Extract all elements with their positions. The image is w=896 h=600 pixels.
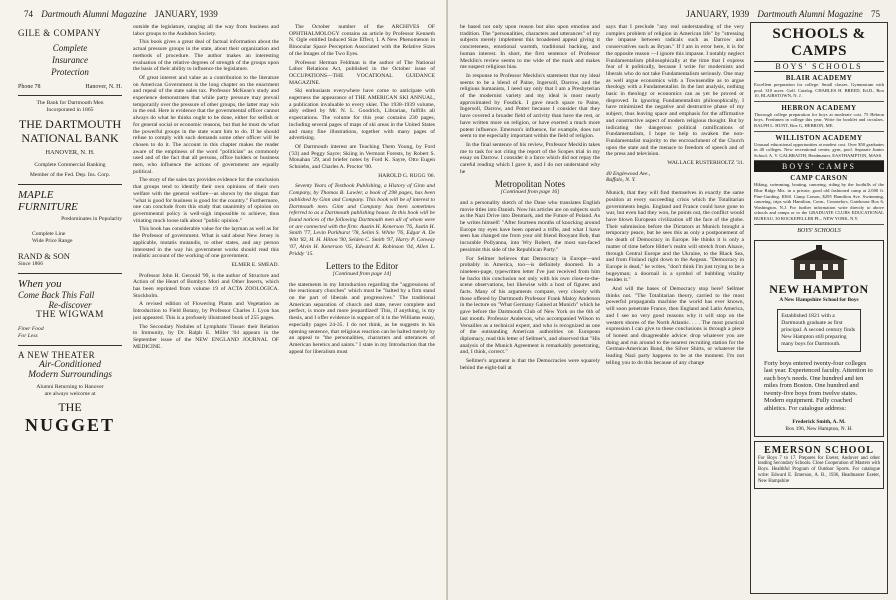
ad-bank-inc: Incorporated in 1865: [46, 107, 94, 113]
paragraph: the statements in my Introduction regarding the "aggressions of the reactionary churches" which must be "halted by a firm stand on the part of liberals and progressives." The traditional American separation of church and state, never complete and perfect, is more and more jeopardized! This, if anything, is my thesis, and I offer evidence in support of it in the Williams essay, especially pages 24-35. I do not think, as he suggests in his opening sentence, that religious reaction can be halted merely by an appeal to "the personalities, characters and utterances of American heretics and saints." I state in my Introduction that the appeal for liberalism must: [289, 281, 435, 355]
boys-camps-bar: BOYS' CAMPS: [754, 161, 884, 172]
ad-carson-name: CAMP CARSON: [790, 174, 848, 183]
paragraph: outside the legislature, ranging all the way from business and labor groups to the Audubon Society.: [133, 24, 279, 37]
ad-nugget-line1: Air-Conditioned: [38, 360, 102, 370]
school-building-icon: [784, 245, 854, 281]
ad-maple-line2: Complete Line: [32, 231, 66, 237]
ad-nh-contact2: Box 196, New Hampton, N. H.: [785, 425, 853, 432]
ad-nh-sub: A New Hampshire School for Boys: [779, 296, 859, 303]
ad-carson-text: Hiking, swimming, boating, canoeing, riding by the foothills of the Blue Ridge Mts. in a private, good old fashioned camp at 2,000 ft. Pine-Guiding. $360. Camp Carson, $295 Hamilton Ave. Swimming, canoeing, trips with Hamilton, Conn., Counselors, Gatehouse Box 6, Washington, N.J. For further information write directly to above schools and camps or to the GRADUATE CLUBS EDUCATIONAL BUREAU, 30 ROCKEFELLER PL., NEW YORK, N.Y.: [754, 182, 884, 221]
paragraph: This book gives a great deal of factual information about the actual pressure groups in the state, about their organization and methods of procedure. The author makes an interesting evaluation of the relative degrees of strength of the groups upon the basis of their ability to influence the legislature.: [133, 39, 279, 73]
ad-emerson-text: For Boys 7 to 17. Prepares for Exeter, Andover and other leading Secondary Schools. Close Cooperation of Masters with Boys. Healthful Program of Outdoor Sports. For catalogue write: Edward E. Emerson, A. B., 1936, Headmaster Exeter, New Hampshire: [758, 455, 880, 484]
ad-rand-name: RAND & SON: [18, 251, 70, 261]
left-text-column-3: [289, 24, 435, 590]
signature: WALLACE RUSTERHOLTZ '31.: [667, 160, 744, 167]
ad-nugget-line4: are always welcome at: [44, 391, 96, 397]
ad-nugget-line2: Modern Surroundings: [28, 370, 112, 380]
ad-blair-text: Excellent preparation for college. Small classes. Gymnasium with pool. 310 acres. Golf. Catalog. CHARLES H. BREED, Ed.D., Box 10, BLAIRSTOWN, N. J.: [754, 82, 884, 99]
left-text-column-2: [133, 24, 279, 590]
ad-nugget-line3: Alumni Returning to Hanover: [36, 384, 104, 390]
schools-title: SCHOOLS & CAMPS: [772, 26, 866, 59]
ad-hebron-text: Thorough college preparation for boys at moderate cost. 75 Hebron boys. Freshmen in college this year. Write for booklet and circulars. RALPH L. HUNT, Box G, HEBRON, ME.: [754, 111, 884, 128]
ad-maple: [18, 185, 122, 274]
issue-date: JANUARY, 1939: [686, 9, 750, 19]
ad-maple-title2: FURNITURE: [18, 201, 78, 213]
ad-bank-top: The Bank for Dartmouth Men: [36, 100, 104, 106]
ad-nh-name: NEW HAMPTON: [769, 281, 869, 296]
ad-nh-contact: [758, 419, 880, 433]
right-page: [448, 0, 896, 600]
ad-bank-member: Member of the Fed. Dep. Ins. Corp.: [29, 172, 111, 178]
ad-williston-text: Unusual educational opportunities at modest cost. Over $50 graduates in 40 colleges. New recreational center, gym, pool. Separate Junior School. A. V. GALBRAITH, Headmaster, EASTHAMPTON, MASS.: [754, 141, 884, 158]
continued-note: [Continued from page 14]: [332, 270, 392, 277]
ad-bank-name1: THE DARTMOUTH: [18, 117, 122, 131]
issue-date: JANUARY, 1939: [154, 9, 218, 19]
paragraph: In the final sentence of his review, Professor Mecklin takes me to task for not citing the report of the Scopes trial in my essay on Darrow. I consider it a farce which did not repay the careful reading which I gave it, and I do not understand why he: [460, 141, 600, 175]
ad-gile-line1: Complete: [52, 43, 88, 53]
paragraph: For Sellmer believes that Democracy in Europe—and probably in America, too—is definitely doomed. In a nineteen-page, typewritten letter I've just received from him he backs this conclusion not only with his own close-to-the-scene observations, but likewise with a host of figures and facts. Many of his arguments compare, very closely with those offered by Dartmouth Professor Frank Maloy Anderson in the lecture on "What Germany Gained at Munich" which he gave before the Dartmouth Club of New York on the 6th of last month. Professor Anderson, who accompanied Wilson to Versailles as a technical expert, and who is recognized as one of the outstanding American authorities on European diplomacy, read this letter of Sellmer's, and observed that "His analysis of the Munich Agreement is remarkably penetrating, and, I think, correct.": [460, 255, 600, 356]
continued-note: [Continued from page 16]: [500, 189, 560, 196]
paragraph: Of Dartmouth interest are Teaching Them Young, by Ford ('33) and Peggy Sayre; Skiing in Vermont Forests, by Robert S. Monahan '29, and briefer notes by Ford K. Sayre, Otto Eugen Schniebs, and Charles A. Proctor '00.: [289, 143, 435, 171]
ad-nugget-the: THE: [58, 400, 82, 414]
paragraph: Ski enthusiasts everywhere have come to anticipate with eagerness the appearance of THE AMERICAN SKI ANNUAL, a publication invaluable to every skier. The 1938-1939 volume, ably edited by Mr. N. L. Goodrich, Librarian, fulfills all expectations. The volume for this year contains 230 pages, including several pages of maps of ski areas in the United States and many fine illustrations, together with many pages of advertising.: [289, 88, 435, 142]
paragraph: And will the bases of Democracy stop here? Sellmer thinks not. "The Totalitarian theory, carried to the most powerful propaganda machine the world has ever known, will soon penetrate France, then England and Latin America, and I see no very good reasons why it will stop on the western shores of the North Atlantic. . . . The most practical expression I can give to these conclusions is through a piece of honest and disagreeable advice: drop whatever you are doing and run around to the nearest recruiting station for the German-American Bund, the Silver Shirts, or whatever the leading Nazi party happens to be at the moment. I'm not telling you to do this because of any change: [606, 286, 744, 366]
ad-williston: [754, 132, 884, 162]
ad-wigwam-line3: Re-discover: [48, 300, 92, 310]
paragraph: The October number of the ARCHIVES OF OPHTHALMOLOGY contains an article by Professor Kenneth N. Ogle entitled Induced Size Effect, I. A New Phenomenon in Binocular Space Perception Associated with the Relative Sizes of the Images of the Two Eyes.: [289, 24, 435, 57]
left-running-head: [18, 9, 224, 19]
ad-nugget-title: A NEW THEATER: [18, 350, 96, 360]
paragraph: Munich, that they will find themselves in exactly the same position at every succeeding crisis which the Totalitarian governments begin. England and France could have gone to war, but even had they won, he points out, the conflict would have blown European civilization off the face of the globe. Their submission before the Dictators at Munich brought a temporary peace, but he sees this as only a postponement of the death of Democracy in Europe. He thinks it is only a matter of time before Hitler's realm will stretch from Alsace, through Central Europe and the Ukraine, to the Black Sea, and from Finland right down to the Aegean. "Democracy in Europe is dead," he writes, "don't think I'm just trying to be a bogeyman; a doornail is a symbol of bubbling vitality besides it.": [606, 190, 744, 284]
ad-hebron-name: HEBRON ACADEMY: [781, 103, 857, 112]
paragraph: be based not only upon reason but also upon emotion and tradition. The "personalities, characters and utterances" of my subjects merely implement this broadened appeal giving it concreteness, emotional warmth, traditional backing, and human interest. In short, the first sentence of Professor Mecklin's review seems to me wide of the mark and makes me suspect religious bias.: [460, 24, 600, 71]
ad-gile-phone: Phone 78: [18, 84, 41, 90]
paragraph: Professor Herman Feldman is the author of The National Labor Relations Act, published in the October issue of OCCUPATIONS—THE VOCATIONAL GUIDANCE MAGAZINE.: [289, 59, 435, 86]
paragraph: and a personality sketch of the Dane who translates English movie titles into Danish. Now his articles are on subjects such as the Nazi Drive into Denmark, and the Future of Poland. As he writes himself: "After fourteen months of knocking around Europe my eyes have been opened a trifle, and what I have seen has changed me from your old friend Booyant Bob, that incurable Pollyanna, into Wry Robert, the most sun-faced pessimist this side of the Republican Party.": [460, 199, 600, 253]
ad-maple-line1: Predominates in Popularity: [61, 216, 122, 222]
ad-wigwam: [18, 274, 122, 346]
section-heading: Letters to the Editor: [325, 261, 399, 272]
magazine-title: Dartmouth Alumni Magazine: [41, 9, 147, 19]
ad-hebron: [754, 102, 884, 132]
signature: HAROLD G. RUGG '06.: [378, 172, 435, 179]
paragraph: The story of the sales tax provides evidence for the conclusion that groups tend to identify their own opinions of their own welfare with the general welfare—as shown by the slogan that "what is good for business is good for the country." Furthermore, one can conclude from this study that unanimity of opinion on governmental policy is well-nigh impossible to achieve, thus vitiating much loose talk about "public opinion.": [133, 177, 279, 224]
new-hampton-logo: [758, 244, 880, 282]
ad-wigwam-name: THE WIGWAM: [36, 310, 104, 320]
signature-address: 40 Englewood Ave.,: [606, 170, 651, 177]
ad-bank-name2: NATIONAL BANK: [21, 131, 119, 145]
ad-maple-line3: Wide Price Range: [32, 238, 73, 244]
ad-wigwam-line4: Finer Food: [18, 326, 44, 332]
ad-blair-name: BLAIR ACADEMY: [785, 74, 853, 82]
ad-emerson: [754, 441, 884, 489]
right-running-head: [680, 9, 886, 19]
schools-and-camps-ads: [750, 22, 888, 594]
page-number: 75: [871, 9, 880, 19]
ad-nugget-name: NUGGET: [24, 415, 115, 435]
ad-gile: [18, 24, 122, 96]
ad-gile-line2: Insurance: [52, 55, 88, 65]
ad-wigwam-line2: Come Back This Fall: [18, 290, 95, 300]
paragraph: This book has considerable value for the layman as well as for the Professor of government. What is said about New Jersey is applicable, mutatis mutandis, to other states, and any person interested in the way his government works should read this realistic account of the working of one government.: [133, 226, 279, 260]
ad-camp-carson: [754, 172, 884, 224]
paragraph: Seventy Years of Textbook Publishing, a History of Ginn and Company, by Thomas B. Lawler, a book of 298 pages, has been published by Ginn and Company. This book will be of interest to Dartmouth men. Ginn and Company has been sometimes referred to as a Dartmouth publishing house. In this book will be found notices of the following Dartmouth men all of whom were or are connected with the firm: Austin H. Kenerson '76, Justin H. Smith '77, Levin Parkhurst '78, Selim S. White '76, Edgar A. De Witt '82, H. H. Hilton '90, Selden C. Smith '97, Harry P. Conway '07, Alvin H. Kenerson '05, Edward K. Robinson '04, Allen L. Priddy '15.: [289, 183, 435, 257]
ad-emerson-name: EMERSON SCHOOL: [764, 444, 874, 456]
ad-bank-desc: Complete Commercial Banking: [34, 162, 106, 168]
right-text-column-2: [606, 24, 744, 590]
ad-maple-title1: MAPLE: [18, 189, 54, 201]
page-number: 74: [24, 9, 33, 19]
ad-new-hampton: [754, 240, 884, 437]
signature-address: Buffalo, N. Y.: [606, 177, 636, 184]
paragraph: In response to Professor Mecklin's statement that my ideal seems to be a blend of Paine, Ingersoll, Darrow, and the religious humanists, I need say only that I am a Presbyterian of the modernist variety and my ideal is most nearly approximated by Fosdick. I gave much space to Paine, Ingersoll, Darrow, and Potter because I consider that they have covered a broader field of activity than have the rest, or have written more on religion, or have exerted a much more potent influence. Emerson's influence, for example, does not seem to me especially important within the field of religion.: [460, 72, 600, 140]
left-ads-column: [18, 24, 122, 590]
ad-williston-name: WILLISTON ACADEMY: [775, 133, 863, 142]
paragraph: Sellmer's argument is that the Democracies were squarely behind the eight-ball at: [460, 358, 600, 371]
boys-schools-bar: BOYS' SCHOOLS: [754, 61, 884, 72]
ad-gile-town: Hanover, N. H.: [85, 84, 122, 90]
paragraph: A revised edition of Flowering Plants and Vegetation as Introduction to Field Botany, by Professor Charles J. Lyon has just appeared. This is a profusely illustrated book of 255 pages.: [133, 301, 279, 321]
ad-nh-body: Forty boys entered twenty-four colleges last year. Experienced faculty. Attention to each boy's needs. One hundred and ten miles from Boston. One hundred and twenty-five boys from twelve states. Modern equipment. Fully coached athletics. For catalogue address:: [764, 359, 873, 413]
ad-gile-name: GILE & COMPANY: [18, 28, 102, 38]
ad-nugget: [18, 346, 122, 441]
magazine-title: Dartmouth Alumni Magazine: [757, 9, 863, 19]
signature: ELMER E. SMEAD.: [231, 261, 279, 268]
ad-bank: [18, 96, 122, 185]
ad-wigwam-line1: When you: [18, 278, 62, 290]
paragraph: Professor John H. Gerould '99, is the author of Structure and Action of the Heart of Bombyx Mori and Other Insects, which has been reprinted from volume 19 of ACTA ZOOLOGICA. Stockholm.: [133, 272, 279, 299]
ad-nh-contact1: Frederick Smith, A. M.: [792, 418, 846, 425]
paragraph: says that I preclude "any real understanding of the very complex problem of religion in American life" by "stressing the impasse between radicals such as Darrow and conservatives such as Bryan." If I am in error here, it is for the opposite reason —I ignore this impasse. I notably neglect Fundamentalism philosophically at the time that I express fear of it politically, because I write for modernists and liberals who do not take Fundamentalism seriously. One may as well argue economics with a Townsendite as to argue theology with a Fundamentalist. In the last analysis, nothing basic in theology or economics can as yet be proved or disproved. In ignoring Fundamentalism philosophically, I have minimized the negative and destructive phase of my subject, thus leaving space and emphasis for the affirmative and constructive aspect of modern religious thought. But by indicating the dangerous political ramifications of Fundamentalism, I hope to help to awaken the non-Fundamentalist majority to the encroachment of the Church upon the state and the menace to freedom of speech and of the press and television.: [606, 24, 744, 158]
section-heading: Metropolitan Notes: [494, 179, 566, 190]
paragraph: Of great interest and value as a contribution to the literature on American Government is the long chapter on the enactment and repeal of the state sales tax. Professor McKean's study and experience demonstrates that while party pressure may prevail temporarily over the pressure of other groups, the latter may win in the end. Here is evidence that the governmental officer cannot always do what he thinks ought to be done, either for selfish or for general social or economic reasons, but that he must do what the powerful groups in the state want him to do. If he should refuse to comply with such demands some other officer will be chosen to do it. The account in this chapter makes the reader aware of the emptiness of the word "politician" as commonly used and of the fact that all persons, office holders or business men, who influence the actions of government are equally political.: [133, 74, 279, 175]
right-text-column-1: [460, 24, 600, 590]
ad-wigwam-line5: For Less: [18, 333, 38, 339]
paragraph: The Secondary Nodules of Lymphatic Tissue: their Relation to Immunity, by Dr. Ralph E. Miller '04 appears in the September issue of the NEW ENGLAND JOURNAL OF MEDICINE.: [133, 323, 279, 350]
ad-rand-since: Since 1866: [18, 261, 44, 267]
ad-blair: [754, 72, 884, 102]
boys-schools-footer: BOYS' SCHOOLS: [797, 227, 841, 234]
ad-nh-established: Established 1821 with a Dartmouth graduate as first principal. A second century finds New Hampton still preparing many boys for Dartmouth.: [777, 309, 861, 352]
ad-bank-town: HANOVER, N. H.: [45, 149, 95, 156]
ad-gile-line3: Protection: [51, 67, 89, 77]
